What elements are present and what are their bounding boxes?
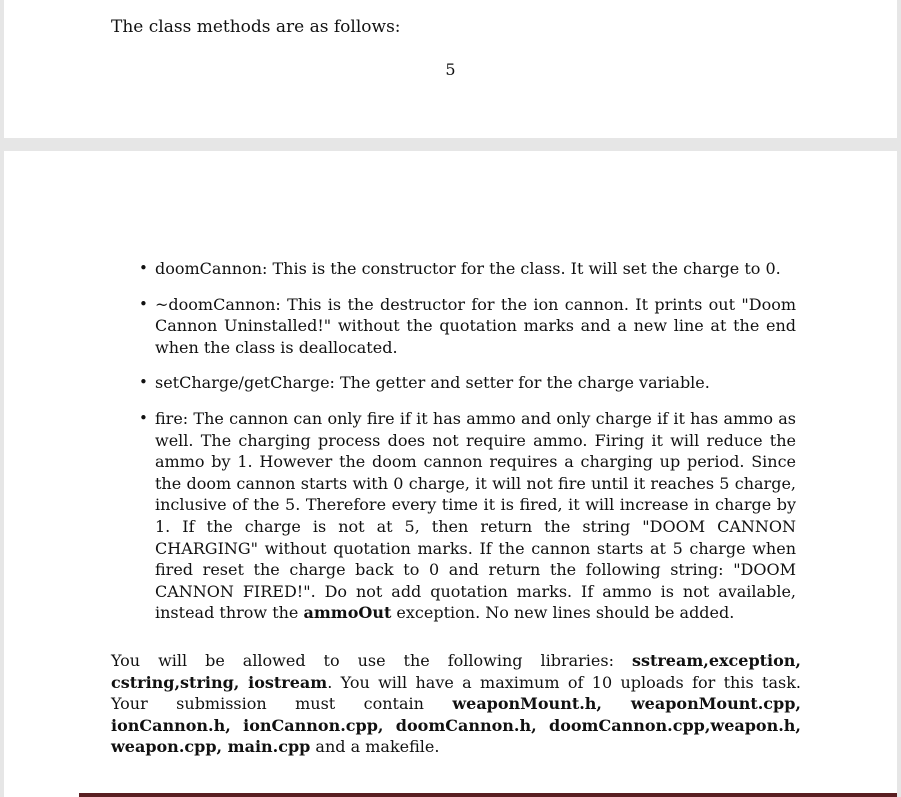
method-item-constructor [136,258,796,280]
method-text-end: exception. No new lines should be added. [391,603,735,623]
bullet-icon: • [139,294,148,313]
libraries-text-1: You will be allowed to use the following libraries: [111,651,632,670]
bottom-rule [79,793,897,797]
libraries-text-3: and a makefile. [310,737,440,757]
page-number: 5 [445,60,456,79]
page-bottom [4,151,897,797]
method-text: doomCannon: This is the constructor for the class. It will set the charge to 0. [155,259,781,278]
page-top [4,0,897,138]
method-text: fire: The cannon can only fire if it has ammo and only charge if it has ammo as well. The charging process does not require ammo. Firing it will reduce the ammo by 1. However the doom cannon requires a charging up period. Since the doom cannon starts with 0 charge, it will not fire until it reaches 5 charge, inclusive of the 5. Therefore every time it is fired, it will increase in charge by 1. If the charge is not at 5, then return the string "DOOM CANNON CHARGING" without quotation marks. If the cannon starts at 5 charge when fired reset the charge back to 0 and return the following string: "DOOM CANNON FIRED!". Do not add quotation marks. If ammo is not available, instead throw the [155,408,796,623]
submission-files: weaponMount.h, weaponMount.cpp, ionCannon.h, ionCannon.cpp, doomCannon.h, doomCannon.cpp,weapon.h, weapon.cpp, main.cpp [111,694,801,757]
method-list [136,258,796,638]
libraries-list: sstream,exception, cstring,string, iostream [111,651,801,692]
bullet-icon: • [139,259,148,277]
method-text: ~doomCannon: This is the destructor for the ion cannon. It prints out "Doom Cannon Uninstalled!" without the quotation marks and a new line at the end when the class is deallocated. [155,294,796,357]
method-item-charge-accessors [136,372,796,394]
method-text: setCharge/getCharge: The getter and setter for the charge variable. [155,373,710,393]
method-item-fire [136,408,796,624]
bullet-icon: • [139,408,148,427]
libraries-text-2: . You will have a maximum of 10 uploads for this task. Your submission must contain [111,672,801,714]
exception-name: ammoOut [303,603,392,623]
libraries-paragraph [111,650,801,758]
bullet-icon: • [139,373,148,392]
intro-text: The class methods are as follows: [111,17,401,37]
method-item-destructor [136,294,796,359]
